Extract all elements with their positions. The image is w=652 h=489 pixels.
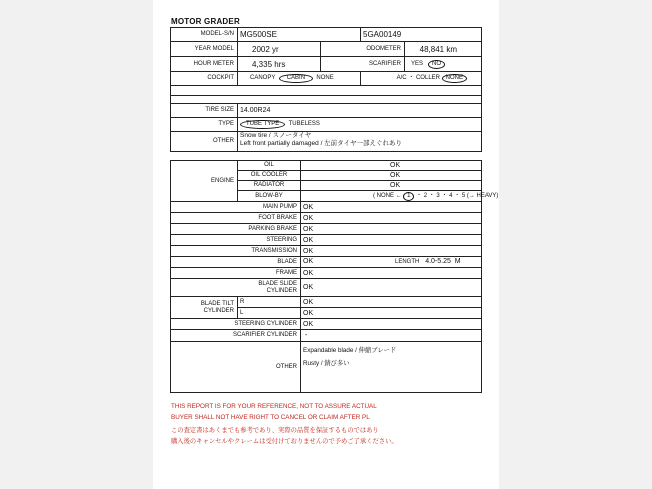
transmission-label: TRANSMISSION <box>171 246 301 257</box>
row-tire-other <box>171 132 482 152</box>
year-label: YEAR MODEL <box>171 42 238 57</box>
tire-other-notes <box>238 132 482 152</box>
blade-tilt-r-value: OK <box>301 297 482 308</box>
tire-type-options <box>238 118 482 132</box>
inspection-other-line-1: Expandable blade / 伸縮ブレード <box>303 347 397 354</box>
inspection-other-label: OTHER <box>171 342 301 393</box>
scarifier-cyl-value: - <box>301 330 482 342</box>
oil-label: OIL <box>238 161 301 171</box>
blowby-start: ( NONE ← <box>373 192 402 199</box>
cockpit-cabin-circled: CABIN <box>279 74 313 83</box>
length-label: LENGTH <box>395 259 420 265</box>
cockpit-canopy: CANOPY <box>250 75 276 81</box>
ac-label: A/C ・ COLLER <box>396 75 440 81</box>
ac-options <box>361 72 482 86</box>
row-year <box>171 42 482 57</box>
foot-brake-label: FOOT BRAKE <box>171 213 301 224</box>
blade-slide-value: OK <box>301 279 482 297</box>
blade-tilt-label-1: BLADE TILT <box>200 300 234 307</box>
blade-tilt-label-2: CYLINDER <box>203 307 234 314</box>
hour-meter-label: HOUR METER <box>171 57 238 72</box>
spec-table <box>170 27 482 152</box>
odometer-value: 48,841 km <box>405 42 482 57</box>
row-frame <box>171 268 482 279</box>
blowby-3: 3 <box>436 192 440 199</box>
transmission-value: OK <box>301 246 482 257</box>
row-tire-type <box>171 118 482 132</box>
row-hours <box>171 57 482 72</box>
row-steering <box>171 235 482 246</box>
row-transmission <box>171 246 482 257</box>
length-value: 4.0-5.25 <box>425 258 451 265</box>
oil-value: OK <box>301 161 482 171</box>
row-foot-brake <box>171 213 482 224</box>
row-spacer <box>171 86 482 96</box>
radiator-value: OK <box>301 181 482 191</box>
cockpit-options <box>238 72 361 86</box>
report-title: MOTOR GRADER <box>171 17 240 26</box>
odometer-label: ODOMETER <box>321 42 405 57</box>
main-pump-label: MAIN PUMP <box>171 202 301 213</box>
blade-value: OK <box>303 258 314 265</box>
scarifier-cyl-label: SCARIFIER CYLINDER <box>171 330 301 342</box>
parking-brake-value: OK <box>301 224 482 235</box>
row-oil <box>171 161 482 171</box>
blade-slide-label-1: BLADE SLIDE <box>258 280 297 287</box>
engine-label: ENGINE <box>171 161 238 202</box>
scarifier-label: SCARIFIER <box>321 57 405 72</box>
row-spacer-2 <box>171 96 482 104</box>
tilt-r-label: R <box>238 297 301 308</box>
blade-tilt-label <box>171 297 238 319</box>
main-pump-value: OK <box>301 202 482 213</box>
tube-type-circled: TUBE TYPE <box>240 120 285 129</box>
row-blade-slide <box>171 279 482 297</box>
steering-cyl-value: OK <box>301 319 482 330</box>
frame-label: FRAME <box>171 268 301 279</box>
hour-meter-value: 4,335 hrs <box>238 57 321 72</box>
length-unit: M <box>454 258 461 265</box>
row-cockpit <box>171 72 482 86</box>
blowby-label: BLOW-BY <box>238 191 301 202</box>
row-parking-brake <box>171 224 482 235</box>
ac-none-circled: NONE <box>442 74 467 83</box>
steering-cyl-label: STEERING CYLINDER <box>171 319 301 330</box>
disclaimer-line-4: 購入後のキャンセルやクレームは受付けておりませんので予めご了承ください。 <box>171 438 398 445</box>
row-blade-tilt-r <box>171 297 482 308</box>
disclaimer-line-3: この査定書はあくまでも参考であり、実際の品質を保証するものではあり <box>171 427 379 434</box>
scarifier-no-circled: NO <box>428 60 445 69</box>
oil-cooler-label: OIL COOLER <box>238 171 301 181</box>
blowby-1-circled: 1 <box>403 192 414 201</box>
tire-size-label: TIRE SIZE <box>171 104 238 118</box>
blowby-2: 2 <box>423 192 428 199</box>
blade-slide-label <box>171 279 301 297</box>
foot-brake-value: OK <box>301 213 482 224</box>
model-sn-label: MODEL-S/N <box>171 28 238 42</box>
steering-value: OK <box>301 235 482 246</box>
blowby-sep-3: ・ <box>441 192 448 199</box>
serial-value: 5GA00149 <box>361 28 482 42</box>
blade-tilt-l-value: OK <box>301 308 482 319</box>
blade-cell <box>301 257 482 268</box>
steering-label: STEERING <box>171 235 301 246</box>
blade-slide-label-2: CYLINDER <box>266 287 297 294</box>
row-tire-size <box>171 104 482 118</box>
row-steering-cyl <box>171 319 482 330</box>
cockpit-label: COCKPIT <box>171 72 238 86</box>
tire-type-label: TYPE <box>171 118 238 132</box>
tire-other-label: OTHER <box>171 132 238 152</box>
blowby-sep-1: ・ <box>416 192 423 199</box>
tire-other-line-1: Snow tire / スノータイヤ <box>240 132 312 139</box>
model-value: MG500SE <box>238 28 361 42</box>
row-inspection-other <box>171 342 482 393</box>
cockpit-none: NONE <box>316 75 334 81</box>
row-blade <box>171 257 482 268</box>
row-scarifier-cyl <box>171 330 482 342</box>
blowby-sep-4: ・ <box>454 192 461 199</box>
blowby-end: (→ HEAVY) <box>466 192 499 199</box>
inspection-other-line-2: Rusty / 錆び多い <box>303 360 350 367</box>
scarifier-yes: YES <box>411 60 424 67</box>
oil-cooler-value: OK <box>301 171 482 181</box>
parking-brake-label: PARKING BRAKE <box>171 224 301 235</box>
disclaimer-line-2: BUYER SHALL NOT HAVE RIGHT TO CANCEL OR CLAIM AFTER PL <box>171 414 370 421</box>
tubeless: TUBELESS <box>288 121 320 127</box>
tire-size-value: 14.00R24 <box>238 104 482 118</box>
blowby-5: 5 <box>461 192 466 199</box>
disclaimer-line-1: THIS REPORT IS FOR YOUR REFERENCE, NOT TO ASSURE ACTUAL <box>171 403 377 410</box>
blowby-4: 4 <box>449 192 453 199</box>
radiator-label: RADIATOR <box>238 181 301 191</box>
blade-label: BLADE <box>171 257 301 268</box>
blowby-scale <box>301 191 499 202</box>
tire-other-line-2: Left front partially damaged / 左前タイヤ一部えぐれあり <box>240 140 403 147</box>
blowby-sep-2: ・ <box>428 192 435 199</box>
frame-value: OK <box>301 268 482 279</box>
row-main-pump <box>171 202 482 213</box>
inspection-table <box>170 160 499 393</box>
scarifier-options <box>405 57 482 72</box>
tilt-l-label: L <box>238 308 301 319</box>
inspection-other-notes <box>301 342 482 393</box>
year-value: 2002 yr <box>238 42 321 57</box>
row-model-sn <box>171 28 482 42</box>
